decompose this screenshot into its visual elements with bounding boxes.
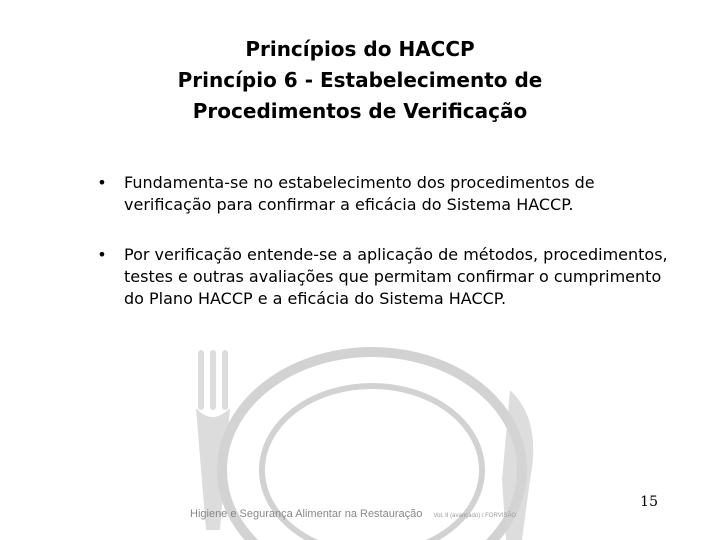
title-line-1: Princípios do HACCP (245, 37, 475, 61)
bullet-item (96, 244, 676, 310)
bullet-icon: • (97, 245, 107, 264)
footer-subtitle: Vol. II (avançado) / FORVISÃO (433, 513, 517, 519)
bullet-item (96, 172, 676, 216)
bullet-text: Por verificação entende-se a aplicação de métodos, procedimentos, testes e outras avaliações que permitam confirmar o cumprimento do Plano HACCP e a eficácia do Sistema HACCP. (124, 245, 668, 308)
footer-title: Higiene e Segurança Alimentar na Restauração (190, 508, 423, 520)
footer (190, 508, 516, 520)
bullet-text: Fundamenta-se no estabelecimento dos procedimentos de verificação para confirmar a eficácia do Sistema HACCP. (124, 173, 595, 214)
bullet-list (96, 172, 676, 338)
title-line-3: Procedimentos de Verificação (192, 99, 528, 123)
bullet-icon: • (97, 173, 107, 192)
page-number: 15 (640, 494, 658, 510)
slide-title (60, 34, 660, 127)
title-line-2: Princípio 6 - Estabelecimento de (177, 68, 543, 92)
